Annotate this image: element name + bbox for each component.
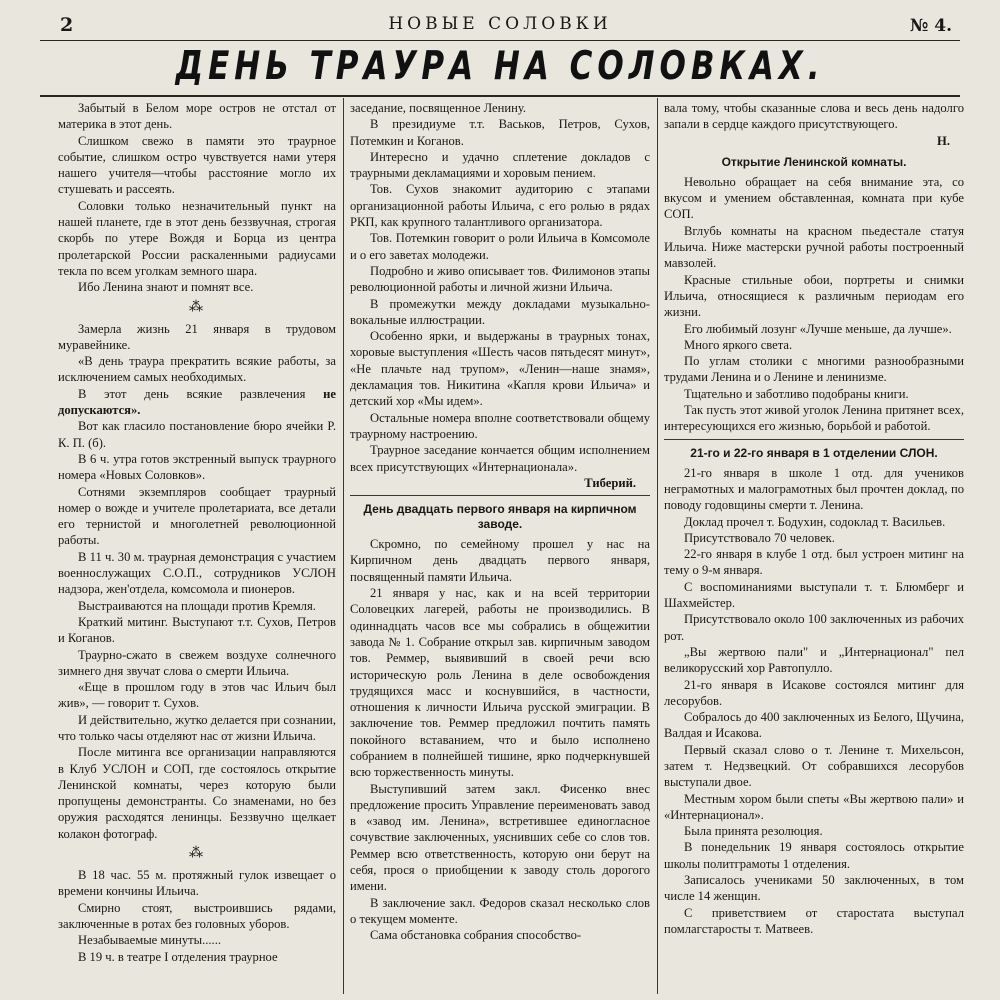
paragraph: С приветствием от старостата выступал помлагстаросты т. Матвеев.	[664, 905, 964, 936]
paragraph: В заключение закл. Федоров сказал несколько слов о текущем моменте.	[350, 895, 650, 926]
paragraph: Его любимый лозунг «Лучше меньше, да лучше».	[684, 321, 952, 336]
subheading: День двадцать первого января на кирпичном заводе.	[363, 502, 637, 532]
paragraph: Красные стильные обои, портреты и снимки Ильича, относящиеся к различным периодам его жизни.	[664, 272, 964, 320]
paragraph: Смирно стоят, выстроившись рядами, заключенные в ротах без головных уборов.	[58, 900, 336, 931]
paragraph: Интересно и удачно сплетение докладов с траурными декламациями и хоровым пением.	[350, 149, 650, 181]
article-divider	[664, 439, 964, 440]
paragraph: Подробно и живо описывает тов. Филимонов этапы революционной работы и личной жизни Ильича.	[350, 263, 650, 295]
paragraph: Выстраиваются на площади против Кремля.	[78, 598, 316, 613]
paragraph: Краткий митинг. Выступают т.т. Сухов, Петров и Коганов.	[58, 614, 336, 646]
article-column-3	[664, 100, 964, 996]
paragraph: Собралось до 400 заключенных из Белого, Щучина, Валдая и Исакова.	[664, 710, 964, 741]
paragraph: Замерла жизнь 21 января в трудовом муравейнике.	[58, 321, 336, 352]
paragraph: В президиуме т.т. Васьков, Петров, Сухов, Потемкин и Коганов.	[350, 117, 650, 148]
paragraph: Много яркого света.	[684, 337, 793, 352]
masthead-rule	[40, 40, 960, 41]
paragraph: Ибо Ленина знают и помнят все.	[78, 280, 254, 295]
author-signature: Тиберий.	[584, 475, 636, 490]
paragraph: Выступивший затем закл. Фисенко внес предложение просить Управление переименовать завод в «завод им. Ленина», встретившее единогласное сочувствие заключенных, уяснивших себе со слов тов. Реммер всю ответственность, которую они берут на себя, прося о приобщении к заводу столь дорогого имени.	[350, 781, 650, 894]
paragraph: В понедельник 19 января состоялось открытие школы политграмоты 1 отделения.	[664, 840, 964, 871]
subheading: Открытие Ленинской комнаты.	[721, 154, 907, 169]
paragraph: 21-го января в Исакове состоялся митинг для лесорубов.	[664, 677, 964, 708]
paragraph: заседание, посвященное Ленину.	[350, 101, 527, 115]
paragraph: Местным хором были спеты «Вы жертвою пали» и «Интернационал».	[664, 791, 964, 822]
article-column-2	[350, 100, 650, 996]
author-signature: Н.	[937, 133, 950, 148]
paragraph: Сотнями экземпляров сообщает траурный номер о вожде и учителе пролетариата, все детали его тернистой и многолетней революционной работы.	[58, 484, 336, 548]
paragraph: Была принята резолюция.	[684, 824, 823, 839]
paragraph: Так пусть этот живой уголок Ленина притянет всех, интересующихся его жизнью, борьбой и работой.	[664, 403, 964, 434]
paragraph: Тов. Сухов знакомит аудиторию с этапами организационной работы Ильича, с его ролью в рядах РКП, как крупного талантливого организатора.	[350, 182, 650, 230]
headline: ДЕНЬ ТРАУРА НА СОЛОВКАХ.	[175, 44, 825, 89]
paragraph: 21 января у нас, как и на всей территории Соловецких лагерей, работы не производились. В одиннадцать часов все мы собрались в общежитии завода № 1. Собрание открыл зав. кирпичным заводом тов. Реммер, выявивший в своей речи всю историческую роль Ленина в деле освобождения трудящихся масс и коснувшийся, в частности, отношения к личности Ильича русской эмиграции. В заключение тов. Реммер предложил почтить память покойного вставанием, что и было исполнено собранием в полнейшей тишине, ярко подчеркнувшей всю торжественность минуты.	[350, 586, 650, 780]
bold-text: не допускаются».	[58, 386, 336, 418]
paragraph: „Вы жертвою пали" и „Интернационал" пел великорусский хор Равтопулло.	[664, 644, 964, 676]
paragraph: Вот как гласило постановление бюро ячейки Р. К. П. (б).	[58, 419, 336, 450]
paragraph: В 18 час. 55 м. протяжный гулок извещает о времени кончины Ильича.	[58, 868, 336, 899]
headline-rule	[40, 95, 960, 97]
column-divider	[657, 98, 658, 994]
paragraph: Скромно, по семейному прошел у нас на Кирпичном день двадцать первого января, посвященный памяти Ильича.	[350, 537, 650, 584]
issue-number: № 4.	[909, 16, 952, 36]
paragraph: Присутствовало около 100 заключенных из рабочих рот.	[664, 612, 964, 643]
paragraph: Слишком свежо в памяти это траурное событие, слишком остро чувствуется нами утеря нашего учителя—чтобы расстояние могло их стушевать и рассеять.	[58, 133, 336, 197]
paragraph: Сама обстановка собрания способство-	[370, 928, 582, 943]
paragraph: После митинга все организации направляются в Клуб УСЛОН и СОП, где состоялось открытие Ленинской комнаты, через которую были пропущены демонстранты. Со знаменами, но без оружия расходятся ленинцы. Беззвучно щелкает колакон фотограф.	[58, 745, 336, 841]
article-divider	[350, 495, 650, 496]
paragraph: В 11 ч. 30 м. траурная демонстрация с участием военнослужащих С.О.П., сотрудников УСЛОН надзора, жен'отдела, комсомола и пионеров.	[58, 549, 336, 597]
paragraph: Траурное заседание кончается общим исполнением всех присутствующих «Интернационала».	[350, 443, 650, 474]
paragraph: В 6 ч. утра готов экстренный выпуск траурного номера «Новых Соловков».	[58, 451, 336, 483]
page-number: 2	[60, 14, 74, 36]
paragraph: Первый сказал слово о т. Ленине т. Михельсон, затем т. Недзвецкий. От собравшихся лесорубов выступали двое.	[664, 742, 964, 790]
paragraph: «Еще в прошлом году в этов час Ильич был жив», — говорит т. Сухов.	[58, 680, 336, 711]
paragraph: Соловки только незначительный пункт на нашей планете, где в этот день беззвучная, строгая скорбь по утере Вождя и Борца из центра пролетарской России раскаленными радиусами текла по всем уголкам земного шара.	[58, 198, 336, 278]
paragraph: По углам столики с многими разнообразными трудами Ленина и о Ленине и ленинизме.	[664, 354, 964, 385]
paragraph: Особенно ярки, и выдержаны в траурных тонах, хоровые выступления «Шесть часов пятьдесят минут», «Не плачьте над трупом», «Ленин—наше знамя», декламация тов. Никитина «Капля крови Ильича» и детский хор «Мы идем».	[350, 329, 650, 409]
paragraph: Траурно-сжато в свежем воздухе солнечного зимнего дня звучат слова о смерти Ильича.	[58, 647, 336, 678]
paragraph: Остальные номера вполне соответствовали общему траурному настроению.	[350, 410, 650, 441]
paragraph: В 19 ч. в театре I отделения траурное	[78, 949, 278, 964]
paragraph	[58, 386, 336, 419]
article-column-1	[58, 100, 336, 996]
paragraph: В промежутки между докладами музыкально-вокальные иллюстрации.	[350, 296, 650, 327]
paragraph: Забытый в Белом море остров не отстал от материка в этот день.	[58, 101, 336, 132]
section-separator: ⁂	[189, 299, 205, 315]
paragraph: вала тому, чтобы сказанные слова и весь день надолго запали в сердце каждого присутствующего.	[664, 101, 964, 132]
paragraph: Тщательно и заботливо подобраны книги.	[684, 386, 909, 401]
paragraph: Невольно обращает на себя внимание эта, со вкусом и умением обставленная, комната при кубе СОП.	[664, 174, 964, 222]
paragraph: Записалось учениками 50 заключенных, в том числе 14 женщин.	[664, 873, 964, 904]
column-divider	[343, 98, 344, 994]
paragraph: Доклад прочел т. Бодухин, содоклад т. Васильев.	[684, 514, 946, 529]
paragraph: Присутствовало 70 человек.	[684, 530, 835, 545]
text-run: В этот день всякие развлечения	[78, 386, 324, 401]
paragraph: С воспоминаниями выступали т. т. Блюмберг и Шахмейстер.	[664, 579, 964, 611]
section-separator: ⁂	[189, 846, 205, 862]
paragraph: Вглубь комнаты на красном пьедестале статуя Ильича. Ниже мастерски ручной работы построенный мавзолей.	[664, 223, 964, 271]
paragraph: Тов. Потемкин говорит о роли Ильича в Комсомоле и о его заветах молодежи.	[350, 231, 650, 262]
paragraph: 21-го января в школе 1 отд. для учеников неграмотных и малограмотных был прочтен доклад, по поводу годовщины смерти т. Ленина.	[664, 465, 964, 513]
paragraph: 22-го января в клубе 1 отд. был устроен митинг на тему о 9-м января.	[664, 547, 964, 578]
newspaper-title: НОВЫЕ СОЛОВКИ	[388, 14, 612, 34]
subheading: 21-го и 22-го января в 1 отделении СЛОН.	[690, 445, 938, 460]
paragraph: «В день траура прекратить всякие работы, за исключением самых необходимых.	[58, 354, 336, 385]
paragraph: И действительно, жутко делается при сознании, что только часы отделяют нас от жизни Ильича.	[58, 712, 336, 743]
masthead	[40, 14, 960, 42]
paragraph: Незабываемые минуты......	[78, 933, 222, 948]
